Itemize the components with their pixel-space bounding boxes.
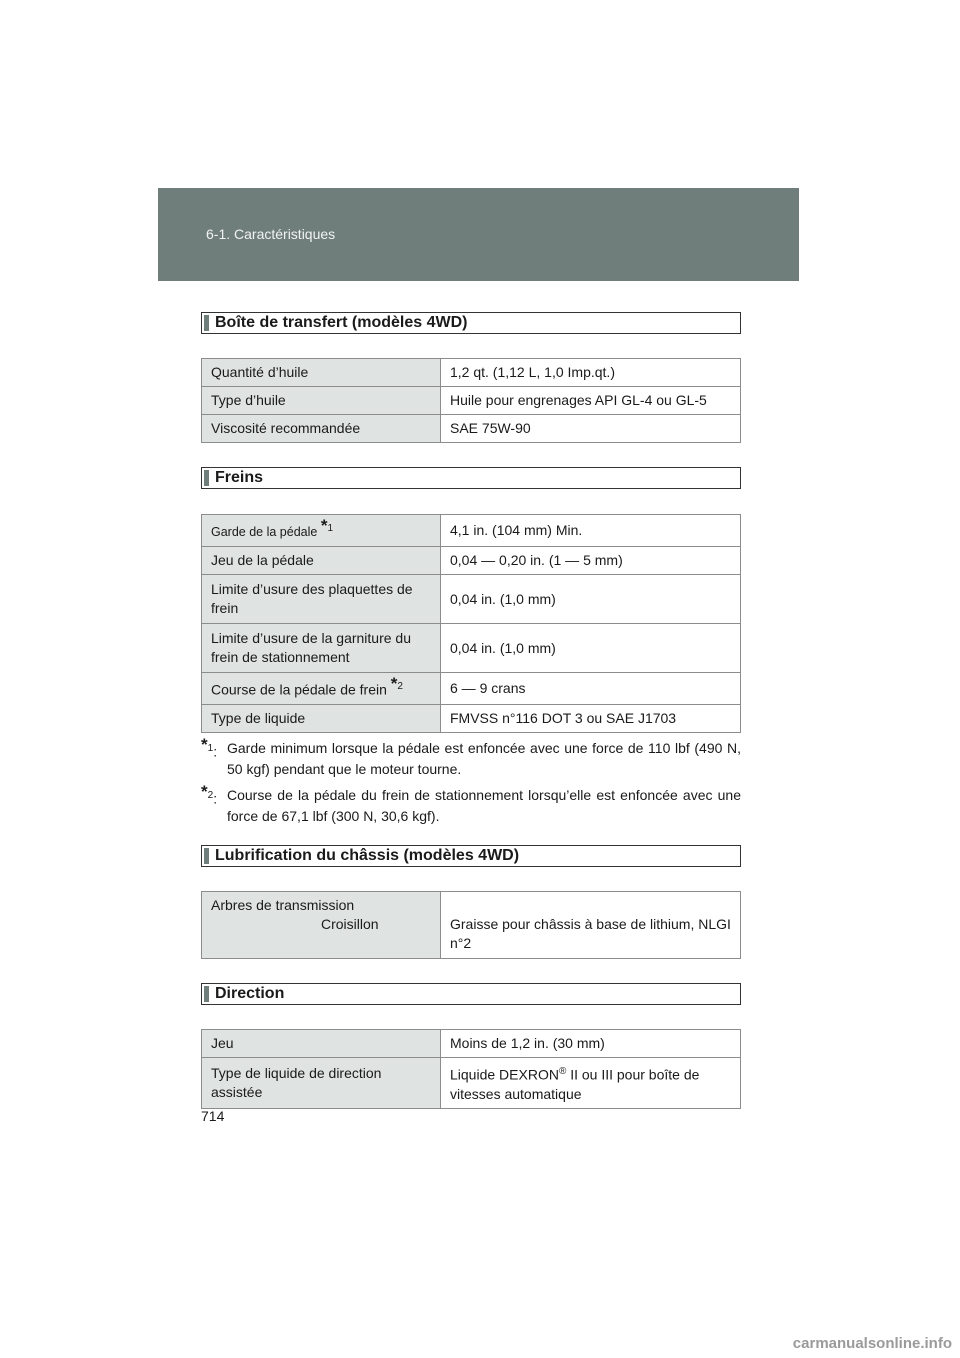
chapter-header: [158, 188, 799, 281]
table-row: [202, 359, 741, 387]
table-row: [202, 415, 741, 443]
footnote-mark: *$^1$:: [201, 735, 218, 760]
section-title: [201, 467, 741, 489]
spec-label: Arbres de transmission Croisillon: [202, 892, 441, 959]
spec-label: Type de liquide de direction assistée: [202, 1058, 441, 1109]
breadcrumb: 6-1. Caractéristiques: [206, 226, 336, 242]
footnote-1: [201, 735, 741, 780]
spec-label: Jeu de la pédale: [202, 547, 441, 575]
section-title-text: Lubrification du châssis (modèles 4WD): [215, 847, 520, 864]
title-bar-marker: [204, 848, 209, 864]
table-row: [202, 1058, 741, 1109]
section-title-text: Direction: [215, 985, 285, 1002]
title-bar-marker: [204, 470, 209, 486]
brakes-spec-table: [201, 514, 741, 733]
spec-label: Jeu: [202, 1030, 441, 1058]
spec-label: Garde de la pédale *$^1$: [202, 515, 441, 547]
table-row: [202, 673, 741, 705]
spec-label: Limite d’usure de la garniture du frein de stationnement: [202, 624, 441, 673]
table-row: [202, 704, 741, 732]
spec-value: 4,1 in. (104 mm) Min.: [441, 515, 741, 547]
steering-spec-table: [201, 1029, 741, 1109]
site-watermark: carmanualsonline.info: [792, 1335, 952, 1352]
spec-value: 0,04 — 0,20 in. (1 — 5 mm): [441, 547, 741, 575]
spec-value: Huile pour engrenages API GL-4 ou GL-5: [441, 387, 741, 415]
table-row: [202, 1030, 741, 1058]
spec-label: Quantité d’huile: [202, 359, 441, 387]
footnote-text: Garde minimum lorsque la pédale est enfoncée avec une force de 110 lbf (490 N, 50 kgf) pendant que le moteur tourne.: [227, 740, 741, 777]
title-bar-marker: [204, 986, 209, 1002]
spec-value: Moins de 1,2 in. (30 mm): [441, 1030, 741, 1058]
section-title: [201, 845, 741, 867]
section-title-text: Boîte de transfert (modèles 4WD): [215, 314, 468, 331]
section-title: [201, 983, 741, 1005]
spec-value: 6 — 9 crans: [441, 673, 741, 705]
transfer-spec-table: [201, 358, 741, 443]
table-row: [202, 547, 741, 575]
spec-label: Limite d’usure des plaquettes de frein: [202, 575, 441, 624]
table-row: [202, 515, 741, 547]
section-transfer-case: [201, 312, 741, 436]
title-bar-marker: [204, 315, 209, 331]
spec-value: FMVSS n°116 DOT 3 ou SAE J1703: [441, 704, 741, 732]
spec-label: Viscosité recommandée: [202, 415, 441, 443]
spec-value: Graisse pour châssis à base de lithium, NLGI n°2: [441, 892, 741, 959]
section-title-text: Freins: [215, 469, 264, 486]
footnote-2: [201, 782, 741, 827]
table-row: [202, 624, 741, 673]
spec-label: Course de la pédale de frein *$^2$: [202, 673, 441, 705]
spec-value: 0,04 in. (1,0 mm): [441, 575, 741, 624]
footnote-text: Course de la pédale du frein de stationnement lorsqu’elle est enfoncée avec une force de 67,1 lbf (300 N, 30,6 kgf).: [227, 787, 741, 824]
spec-label: Type d’huile: [202, 387, 441, 415]
lubrication-spec-table: [201, 891, 741, 959]
spec-value: 1,2 qt. (1,12 L, 1,0 Imp.qt.): [441, 359, 741, 387]
table-row: [202, 892, 741, 959]
section-brakes: [201, 467, 741, 726]
section-title: [201, 312, 741, 334]
table-row: [202, 575, 741, 624]
section-steering: [201, 983, 741, 1102]
table-row: [202, 387, 741, 415]
spec-value: 0,04 in. (1,0 mm): [441, 624, 741, 673]
spec-label: Type de liquide: [202, 704, 441, 732]
footnote-mark: *$^2$:: [201, 782, 218, 807]
spec-value: Liquide DEXRON® II ou III pour boîte de vitesses automatique: [441, 1058, 741, 1109]
spec-value: SAE 75W-90: [441, 415, 741, 443]
page-number: 714: [201, 1108, 225, 1124]
section-lubrication: [201, 845, 741, 951]
